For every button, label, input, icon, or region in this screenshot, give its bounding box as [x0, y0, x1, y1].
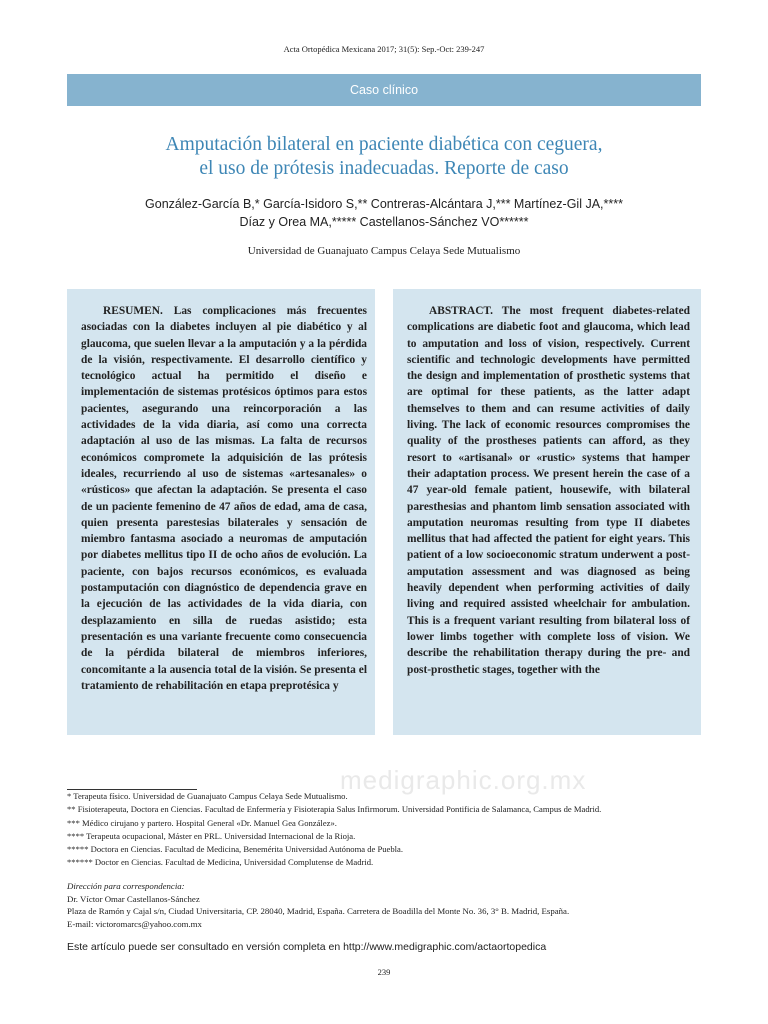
correspondence-address: Plaza de Ramón y Cajal s/n, Ciudad Universitaria, CP. 28040, Madrid, España. Carretera de Boadilla del Monte No. 36, 3° B. Madrid, España.: [67, 906, 570, 916]
affiliation: Universidad de Guanajuato Campus Celaya Sede Mutualismo: [247, 245, 521, 257]
title-line: el uso de prótesis inadecuadas. Reporte de caso: [199, 158, 569, 179]
footnotes: [67, 790, 707, 870]
watermark: medigraphic.org.mx: [340, 765, 587, 795]
section-banner: [67, 74, 701, 106]
footnote: ***** Doctora en Ciencias. Facultad de Medicina, Benemérita Universidad Autónoma de Puebla.: [67, 844, 404, 855]
section-label: Caso clínico: [349, 83, 419, 97]
correspondence-label: Dirección para correspondencia:: [67, 881, 185, 891]
article-title: [67, 133, 701, 181]
page-number: 239: [377, 967, 391, 977]
footnote: *** Médico cirujano y partero. Hospital General «Dr. Manuel Gea González».: [67, 817, 337, 828]
abstract-english-box: [393, 289, 701, 735]
correspondence-email[interactable]: E-mail: victoromarcs@yahoo.com.mx: [67, 918, 202, 929]
author-line: González-García B,* García-Isidoro S,** Contreras-Alcántara J,*** Martínez-Gil JA,****: [145, 197, 623, 211]
footnote: **** Terapeuta ocupacional, Máster en PRL. Universidad Internacional de la Rioja.: [67, 830, 356, 841]
abstract-spanish-text: RESUMEN. Las complicaciones más frecuentes asociadas con la diabetes incluyen al pie diabético y al glaucoma, que suelen llevar a la amputación y a la pérdida de la visión, respectivamente. El desarrollo científico y tecnológico actual ha permitido el diseño e implementación de sistemas protésicos óptimos para estos pacientes, asegurando una reincorporación a las actividades de la vida diaria, así como una correcta adaptación al uso de las mismas. La falta de recursos económicos compromete la adquisición de las prótesis ideales, recurriendo al uso de sistemas «artesanales» o «rústicos» que afectan la adaptación. Se presenta el caso de un paciente femenino de 47 años de edad, ama de casa, quien presenta parestesias bilaterales y sensación de miembro fantasma asociado a neuromas de amputación por diabetes mellitus tipo II de ocho años de evolución. La paciente, con bajos recursos económicos, es evaluada postamputación con diagnóstico de dependencia grave en la ejecución de las actividades de la vida diaria, con desplazamiento en silla de ruedas asistido; esta presentación es una variante frecuente como consecuencia de la pérdida bilateral de miembros inferiores, concomitante a la ausencia total de la visión. Se presenta el tratamiento de rehabilitación en etapa preprotésica y: [81, 305, 367, 692]
title-line: Amputación bilateral en paciente diabética con ceguera,: [165, 134, 603, 155]
abstract-english-text: ABSTRACT. The most frequent diabetes-related complications are diabetic foot and glaucoma, which lead to amputation and loss of vision, respectively. Current scientific and technologic developments have permitted the design and implementation of prosthetic systems that are optimal for these patients, as the latter adapt themselves to them and can resume activities of daily living. The lack of economic resources compromises the quality of the prostheses patients can afford, as they resort to «artisanal» or «rustic» systems that hamper their adaptation process. We present herein the case of a 47 year-old female patient, housewife, with bilateral paresthesias and phantom limb sensation associated with amputation neuromas resulting from type II diabetes mellitus that had affected the patient for eight years. This patient of a low socioeconomic stratum underwent a post-amputation assessment and was diagnosed as being heavily dependent when performing activities of daily living and required assisted wheelchair for ambulation. This is a frequent variant resulting from bilateral loss of lower limbs together with complete loss of vision. We describe the rehabilitation therapy during the pre- and post-prosthetic stages, together with the: [407, 305, 690, 676]
correspondence-block: [67, 880, 707, 930]
footnote: * Terapeuta físico. Universidad de Guanajuato Campus Celaya Sede Mutualismo.: [67, 791, 348, 801]
author-line: Díaz y Orea MA,***** Castellanos-Sánchez VO******: [239, 215, 529, 229]
author-list: [67, 195, 701, 231]
availability-note[interactable]: Este artículo puede ser consultado en versión completa en http://www.medigraphic.com/actaortopedica: [67, 941, 547, 953]
footnote: ** Fisioterapeuta, Doctora en Ciencias. Facultad de Enfermería y Fisioterapia Salus Infirmorum. Universidad Pontificia de Salamanca, Campus de Madrid.: [67, 804, 602, 815]
correspondence-name: Dr. Víctor Omar Castellanos-Sánchez: [67, 893, 200, 904]
abstract-spanish-box: [67, 289, 375, 735]
journal-reference: Acta Ortopédica Mexicana 2017; 31(5): Sep.-Oct: 239-247: [283, 44, 485, 54]
footnote: ****** Doctor en Ciencias. Facultad de Medicina, Universidad Complutense de Madrid.: [67, 857, 374, 868]
